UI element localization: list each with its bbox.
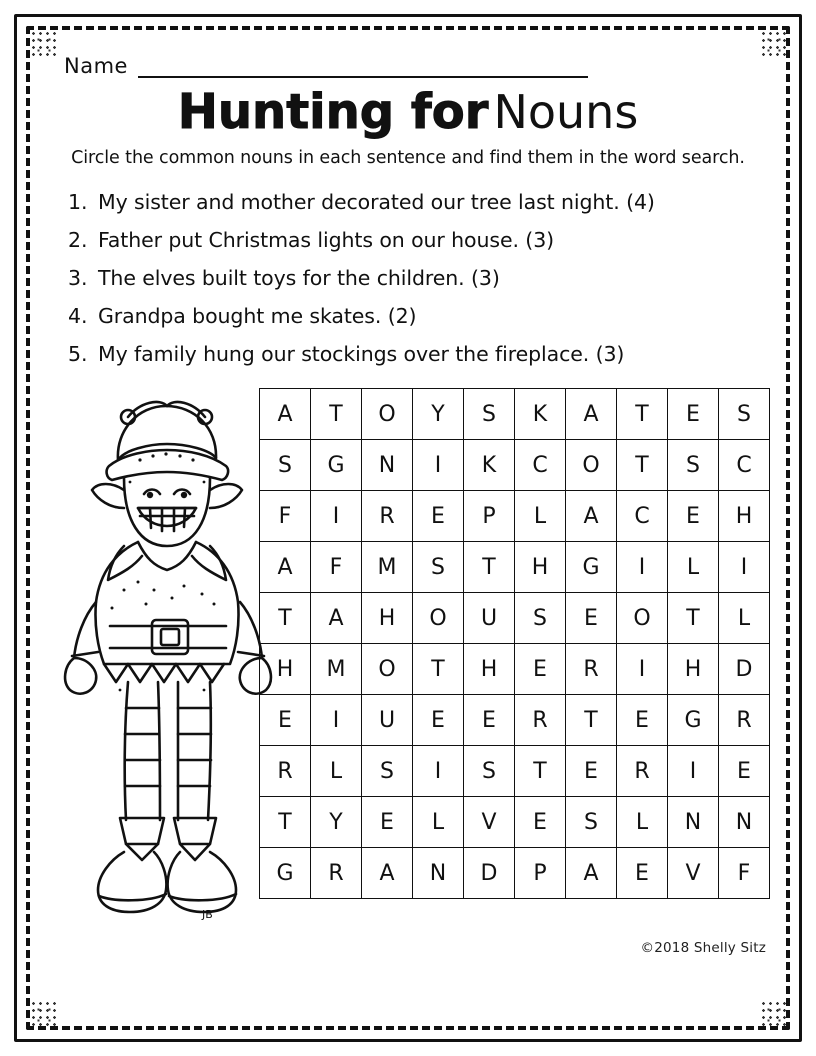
instructions-text: Circle the common nouns in each sentence and find them in the word search. (71, 148, 745, 168)
word-search-table[interactable] (259, 388, 770, 899)
grid-cell[interactable]: D (719, 644, 770, 695)
grid-cell[interactable]: S (464, 389, 515, 440)
grid-cell[interactable]: N (413, 848, 464, 899)
grid-cell[interactable]: T (260, 593, 311, 644)
grid-cell[interactable]: C (515, 440, 566, 491)
grid-cell[interactable]: R (719, 695, 770, 746)
lower-section (46, 380, 770, 956)
worksheet-content (46, 38, 770, 1018)
table-row[interactable] (260, 746, 770, 797)
sentence-text: My family hung our stockings over the fireplace. (3) (98, 342, 625, 366)
grid-cell[interactable]: N (668, 797, 719, 848)
grid-cell[interactable]: P (515, 848, 566, 899)
grid-cell[interactable]: E (617, 695, 668, 746)
table-row[interactable] (260, 797, 770, 848)
sentence-number: 2. (68, 228, 88, 252)
grid-cell[interactable]: E (566, 593, 617, 644)
grid-cell[interactable]: L (719, 593, 770, 644)
grid-cell[interactable]: N (719, 797, 770, 848)
sentence-number: 3. (68, 266, 88, 290)
sentence-number: 5. (68, 342, 88, 366)
grid-cell[interactable]: T (566, 695, 617, 746)
grid-cell[interactable]: E (362, 797, 413, 848)
grid-cell[interactable]: H (464, 644, 515, 695)
grid-cell[interactable]: F (260, 491, 311, 542)
grid-cell[interactable]: L (515, 491, 566, 542)
grid-cell[interactable]: T (668, 593, 719, 644)
grid-cell[interactable]: O (413, 593, 464, 644)
grid-cell[interactable]: L (668, 542, 719, 593)
grid-cell[interactable]: V (464, 797, 515, 848)
grid-cell[interactable]: H (668, 644, 719, 695)
table-row[interactable] (260, 389, 770, 440)
grid-cell[interactable]: E (464, 695, 515, 746)
list-item[interactable] (68, 342, 770, 366)
table-row[interactable] (260, 440, 770, 491)
table-row[interactable] (260, 491, 770, 542)
grid-cell[interactable]: S (362, 746, 413, 797)
page-title-light: Nouns (493, 85, 639, 139)
grid-cell[interactable]: S (413, 542, 464, 593)
grid-cell[interactable]: S (515, 593, 566, 644)
name-row (46, 38, 770, 78)
grid-cell[interactable]: R (260, 746, 311, 797)
grid-cell[interactable]: I (617, 542, 668, 593)
grid-cell[interactable]: O (362, 389, 413, 440)
grid-cell[interactable]: E (260, 695, 311, 746)
grid-cell[interactable]: E (668, 491, 719, 542)
grid-cell[interactable]: C (719, 440, 770, 491)
sentence-text: The elves built toys for the children. (3) (98, 266, 500, 290)
name-label: Name (64, 54, 128, 78)
grid-cell[interactable]: A (566, 389, 617, 440)
grid-cell[interactable]: I (413, 440, 464, 491)
list-item[interactable] (68, 190, 770, 214)
grid-cell[interactable]: E (719, 746, 770, 797)
sentence-text: Grandpa bought me skates. (2) (98, 304, 417, 328)
word-search-grid[interactable] (259, 388, 770, 899)
grid-cell[interactable]: V (668, 848, 719, 899)
grid-cell[interactable]: L (413, 797, 464, 848)
grid-cell[interactable]: I (617, 644, 668, 695)
sentence-text: Father put Christmas lights on our house. (3) (98, 228, 555, 252)
sentence-text: My sister and mother decorated our tree last night. (4) (98, 190, 655, 214)
grid-cell[interactable]: H (515, 542, 566, 593)
grid-cell[interactable]: I (311, 491, 362, 542)
copyright-credit: ©2018 Shelly Sitz (640, 940, 766, 956)
grid-cell[interactable]: L (311, 746, 362, 797)
grid-cell[interactable]: G (311, 440, 362, 491)
grid-cell[interactable]: G (260, 848, 311, 899)
grid-cell[interactable]: E (617, 848, 668, 899)
grid-cell[interactable]: I (668, 746, 719, 797)
grid-cell[interactable]: M (311, 644, 362, 695)
grid-cell[interactable]: T (617, 440, 668, 491)
grid-cell[interactable]: H (260, 644, 311, 695)
grid-cell[interactable]: I (719, 542, 770, 593)
grid-cell[interactable]: L (617, 797, 668, 848)
grid-cell[interactable]: E (668, 389, 719, 440)
grid-cell[interactable]: A (566, 848, 617, 899)
grid-cell[interactable]: A (311, 593, 362, 644)
grid-cell[interactable]: P (464, 491, 515, 542)
svg-text:JB: JB (202, 908, 213, 921)
list-item[interactable] (68, 228, 770, 252)
grid-cell[interactable]: O (362, 644, 413, 695)
grid-cell[interactable]: T (464, 542, 515, 593)
grid-cell[interactable]: R (515, 695, 566, 746)
grid-cell[interactable]: T (311, 389, 362, 440)
grid-cell[interactable]: Y (311, 797, 362, 848)
grid-cell[interactable]: Y (413, 389, 464, 440)
page-title (46, 84, 770, 140)
grid-cell[interactable]: D (464, 848, 515, 899)
grid-cell[interactable]: M (362, 542, 413, 593)
grid-cell[interactable]: H (362, 593, 413, 644)
grid-cell[interactable]: O (617, 593, 668, 644)
grid-cell[interactable]: E (413, 695, 464, 746)
table-row[interactable] (260, 848, 770, 899)
grid-cell[interactable]: I (311, 695, 362, 746)
sentence-number: 1. (68, 190, 88, 214)
table-row[interactable] (260, 644, 770, 695)
grid-cell[interactable]: K (515, 389, 566, 440)
table-row[interactable] (260, 695, 770, 746)
grid-cell[interactable]: A (566, 491, 617, 542)
grid-cell[interactable]: C (617, 491, 668, 542)
grid-cell[interactable]: S (260, 440, 311, 491)
list-item[interactable] (68, 304, 770, 328)
grid-cell[interactable]: G (668, 695, 719, 746)
grid-cell[interactable]: F (719, 848, 770, 899)
grid-cell[interactable]: G (566, 542, 617, 593)
table-row[interactable] (260, 542, 770, 593)
grid-cell[interactable]: N (362, 440, 413, 491)
elf-illustration (54, 390, 284, 930)
grid-cell[interactable]: A (260, 542, 311, 593)
grid-cell[interactable]: F (311, 542, 362, 593)
grid-cell[interactable]: U (362, 695, 413, 746)
grid-cell[interactable]: T (413, 644, 464, 695)
grid-cell[interactable]: O (566, 440, 617, 491)
grid-cell[interactable]: E (515, 644, 566, 695)
grid-cell[interactable]: S (566, 797, 617, 848)
grid-cell[interactable]: R (311, 848, 362, 899)
grid-cell[interactable]: U (464, 593, 515, 644)
grid-cell[interactable]: R (617, 746, 668, 797)
grid-cell[interactable]: S (464, 746, 515, 797)
grid-cell[interactable]: A (260, 389, 311, 440)
grid-cell[interactable]: T (617, 389, 668, 440)
grid-cell[interactable]: T (260, 797, 311, 848)
grid-cell[interactable]: E (566, 746, 617, 797)
sentence-number: 4. (68, 304, 88, 328)
list-item[interactable] (68, 266, 770, 290)
sentence-list (68, 190, 770, 366)
grid-cell[interactable]: S (719, 389, 770, 440)
grid-cell[interactable]: R (566, 644, 617, 695)
grid-cell[interactable]: S (668, 440, 719, 491)
table-row[interactable] (260, 593, 770, 644)
grid-cell[interactable]: H (719, 491, 770, 542)
grid-cell[interactable]: A (362, 848, 413, 899)
page-title-bold: Hunting for (177, 84, 489, 140)
grid-cell[interactable]: R (362, 491, 413, 542)
grid-cell[interactable]: E (515, 797, 566, 848)
grid-cell[interactable]: E (413, 491, 464, 542)
grid-cell[interactable]: K (464, 440, 515, 491)
name-write-line[interactable] (138, 56, 588, 78)
grid-cell[interactable]: T (515, 746, 566, 797)
grid-cell[interactable]: I (413, 746, 464, 797)
